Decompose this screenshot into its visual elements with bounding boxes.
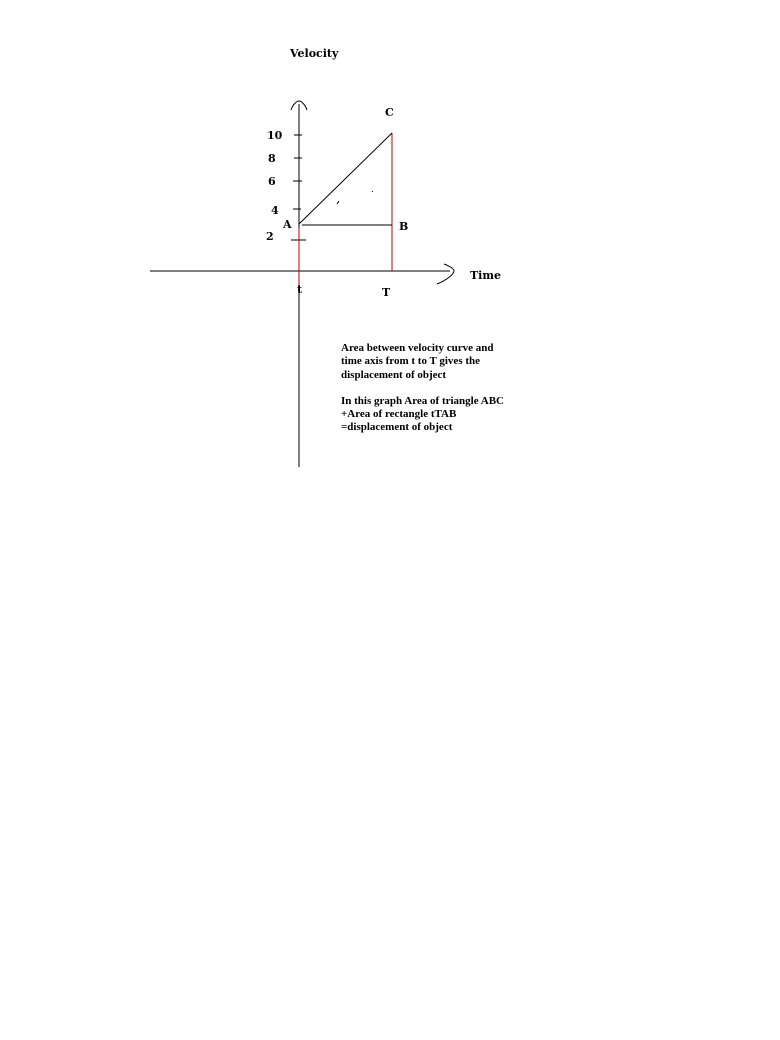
- velocity-line-AC: [299, 133, 392, 224]
- x-axis-arrowhead: [437, 264, 454, 284]
- stray-dot: [372, 191, 373, 192]
- point-label-b: B: [399, 220, 409, 233]
- y-tick-label: 2: [266, 230, 274, 243]
- note-line: displacement of object: [341, 368, 447, 381]
- note-line: Area between velocity curve and: [341, 342, 494, 354]
- y-tick-label: 6: [268, 175, 276, 188]
- note-line: In this graph Area of triangle ABC: [341, 394, 504, 407]
- y-tick-label: 8: [268, 152, 276, 165]
- y-tick-label: 10: [267, 129, 283, 142]
- x-axis-label: Time: [470, 269, 502, 282]
- x-tick-label-t: t: [297, 283, 303, 296]
- note-line: =displacement of object: [341, 421, 453, 434]
- stray-mark: [337, 201, 339, 204]
- y-axis-label: Velocity: [290, 47, 339, 60]
- note-line: +Area of rectangle tTAB: [341, 408, 457, 421]
- point-label-a: A: [283, 218, 292, 231]
- explanation-note: [341, 342, 541, 435]
- x-tick-label-T: T: [382, 286, 391, 299]
- note-line: time axis from t to T gives the: [341, 355, 481, 368]
- point-label-c: C: [385, 106, 394, 119]
- y-tick-label: 4: [271, 204, 279, 217]
